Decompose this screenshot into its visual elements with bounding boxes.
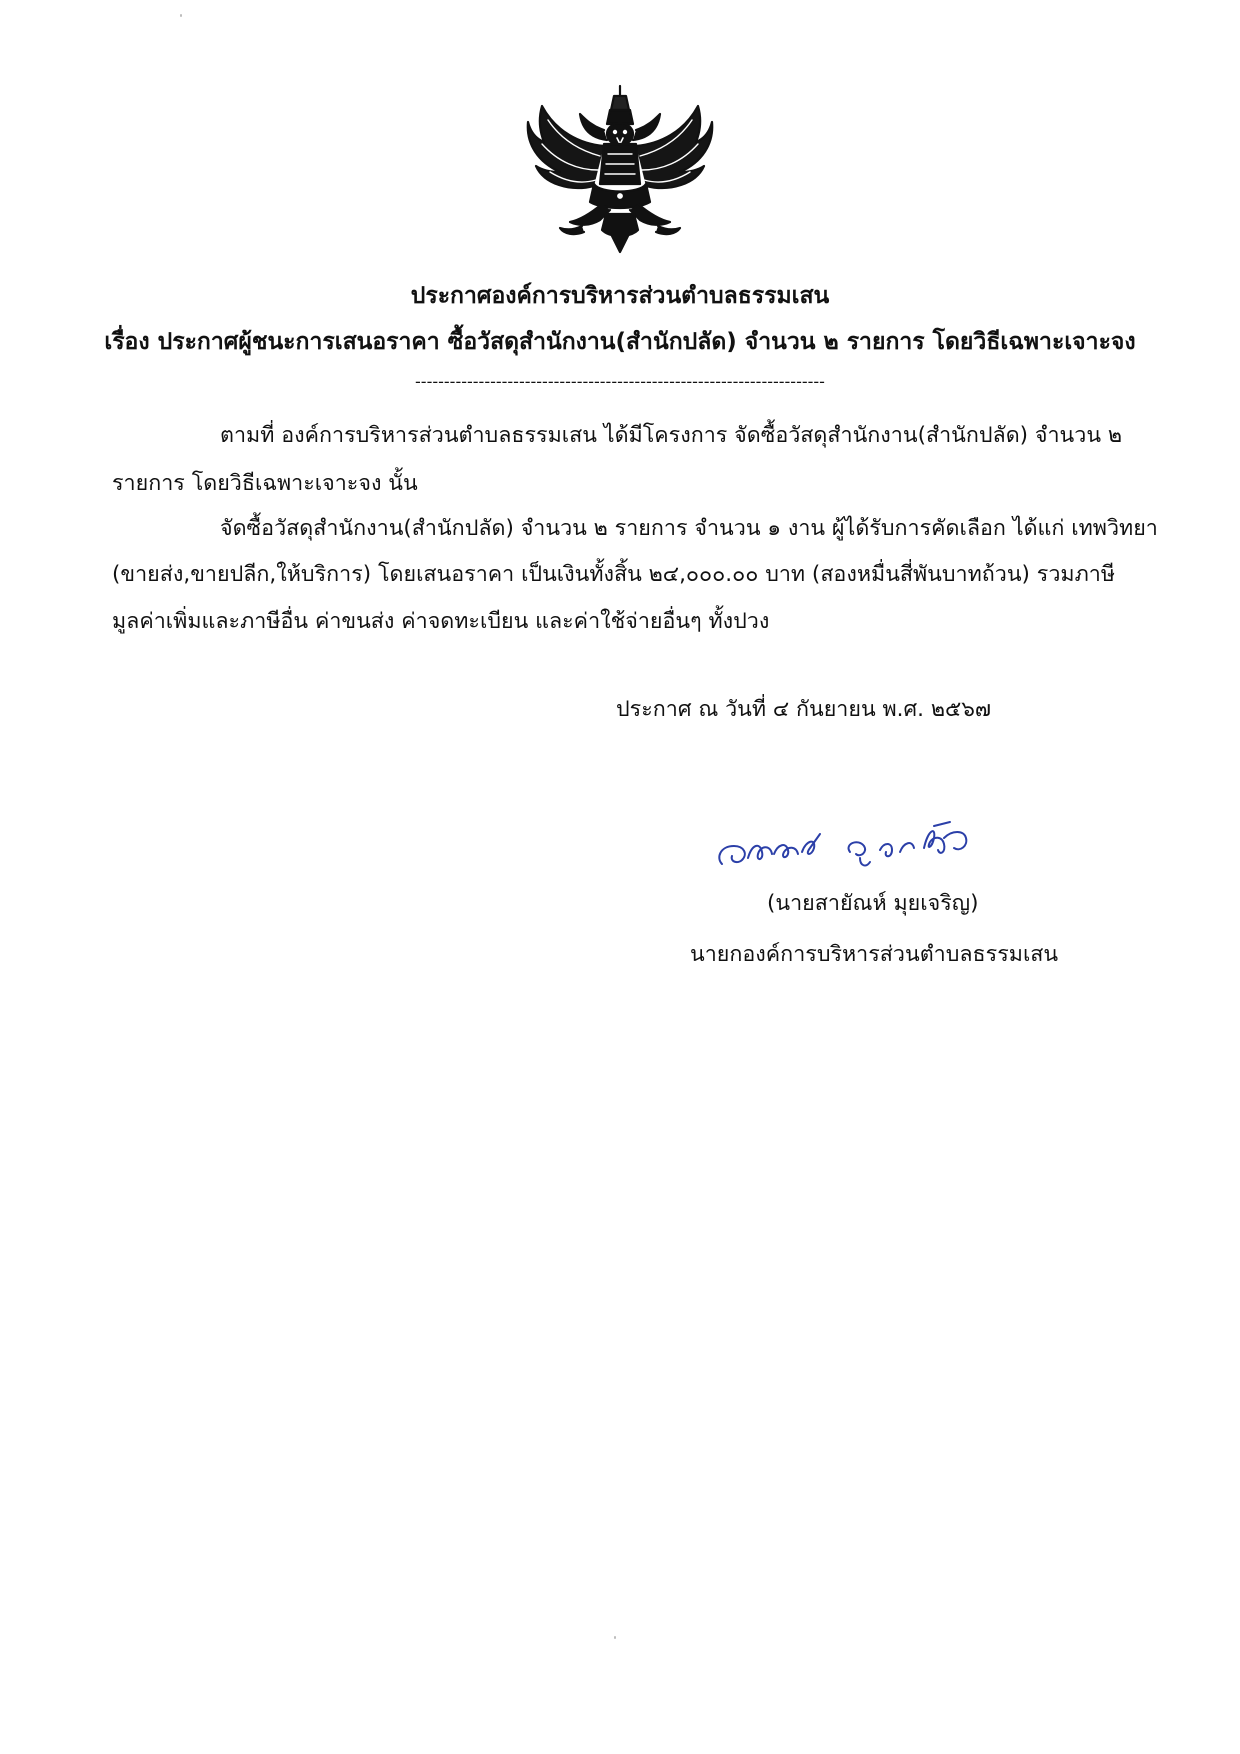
signer-name: (นายสายัณห์ มุยเจริญ) [767, 891, 979, 916]
handwritten-signature-icon [708, 808, 1008, 878]
paragraph-2-line-1: จัดซื้อวัสดุสำนักงาน(สำนักปลัด) จำนวน ๒ รายการ จำนวน ๑ งาน ผู้ได้รับการคัดเลือก ได้แก่ เทพวิทยา [220, 516, 1158, 541]
document-subject: เรื่อง ประกาศผู้ชนะการเสนอราคา ซื้อวัสดุสำนักงาน(สำนักปลัด) จำนวน ๒ รายการ โดยวิธีเฉพาะเจาะจง [104, 329, 1136, 355]
paragraph-1-line-1: ตามที่ องค์การบริหารส่วนตำบลธรรมเสน ได้มีโครงการ จัดซื้อวัสดุสำนักงาน(สำนักปลัด) จำนวน ๒ [220, 423, 1123, 448]
signer-position: นายกองค์การบริหารส่วนตำบลธรรมเสน [690, 942, 1059, 967]
paragraph-2-line-2: (ขายส่ง,ขายปลีก,ให้บริการ) โดยเสนอราคา เป็นเงินทั้งสิ้น ๒๔,๐๐๐.๐๐ บาท (สองหมื่นสี่พันบาทถ้วน) รวมภาษี [112, 562, 1115, 587]
garuda-emblem-icon [520, 80, 720, 260]
paragraph-1-line-2: รายการ โดยวิธีเฉพาะเจาะจง นั้น [112, 471, 418, 496]
scan-speck [614, 1636, 616, 1639]
scan-speck [180, 14, 182, 17]
document-title: ประกาศองค์การบริหารส่วนตำบลธรรมเสน [410, 283, 830, 309]
divider-line: ----------------------------------------------------------------------- [415, 372, 825, 391]
announcement-date: ประกาศ ณ วันที่ ๔ กันยายน พ.ศ. ๒๕๖๗ [616, 697, 992, 722]
paragraph-2-line-3: มูลค่าเพิ่มและภาษีอื่น ค่าขนส่ง ค่าจดทะเบียน และค่าใช้จ่ายอื่นๆ ทั้งปวง [112, 609, 770, 634]
